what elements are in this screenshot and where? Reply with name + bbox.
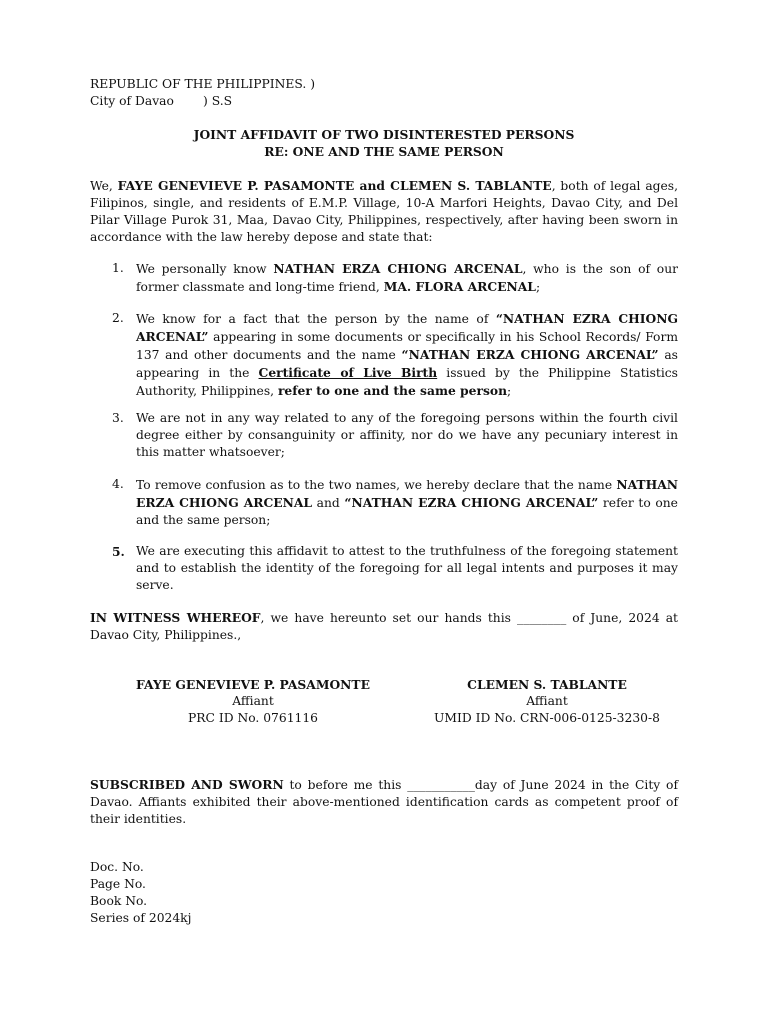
book-no-label: Book No. (90, 894, 148, 908)
document-title: JOINT AFFIDAVIT OF TWO DISINTERESTED PERSONS (193, 127, 575, 142)
venue-line-1: REPUBLIC OF THE PHILIPPINES. ) (90, 77, 315, 91)
list-item: 3. We are not in any way related to any of the foregoing persons within the fourth civil degree either by consanguinity or affinity, nor do we have any pecuniary interest in this matter whatsoever; (112, 411, 678, 459)
affiant-name: CLEMEN S. TABLANTE (467, 677, 627, 692)
page-no-label: Page No. (90, 877, 146, 891)
affiant-signature-block-1 (103, 676, 403, 727)
doc-no-label: Doc. No. (90, 860, 144, 874)
list-item: 5. We are executing this affidavit to attest to the truthfulness of the foregoing statement and to establish the identity of the foregoing for all legal intents and purposes it may serve. (112, 544, 678, 592)
list-item: 2. We know for a fact that the person by the name of “NATHAN EZRA CHIONG ARCENAL” appearing in some documents or specifically in his School Records/ Form 137 and other documents and the name “NATHAN ERZA CHIONG ARCENAL” as appearing in the Certificate of Live Birth issued by the Philippine Statistics Authority, Philippines, refer to one and the same person; (112, 311, 679, 398)
document-subtitle: RE: ONE AND THE SAME PERSON (264, 144, 504, 159)
list-item: 4. To remove confusion as to the two names, we hereby declare that the name NATHAN ERZA CHIONG ARCENAL and “NATHAN EZRA CHIONG ARCENAL” refer to one and the same person; (112, 477, 678, 527)
series-label: Series of 2024kj (90, 911, 192, 925)
witness-paragraph: IN WITNESS WHEREOF, we have hereunto set our hands this ________ of June, 2024 at Davao City, Philippines., (90, 610, 678, 642)
list-item: 1. We personally know NATHAN ERZA CHIONG ARCENAL, who is the son of our former classmate and long-time friend, MA. FLORA ARCENAL; (112, 261, 678, 294)
affiant-role: Affiant (526, 694, 568, 708)
venue-line-2: City of Davao ) S.S (90, 94, 233, 108)
notarial-register (90, 859, 191, 927)
affiant-signature-block-2 (397, 676, 697, 727)
intro-paragraph: We, FAYE GENEVIEVE P. PASAMONTE and CLEMEN S. TABLANTE, both of legal ages, Filipinos, single, and residents of E.M.P. Village, 10-A Marfori Heights, Davao City, and Del Pilar Village Purok 31, Maa, Davao City, Philippines, respectively, after having been sworn in accordance with the law hereby depose and state that: (90, 178, 679, 244)
certificate-reference: Certificate of Live Birth (258, 365, 438, 380)
affiant-id: UMID ID No. CRN-006-0125-3230-8 (434, 711, 660, 725)
affiant-id: PRC ID No. 0761116 (187, 711, 318, 725)
affiant-role: Affiant (232, 694, 274, 708)
affiant-name: FAYE GENEVIEVE P. PASAMONTE (136, 677, 370, 692)
jurat-paragraph: SUBSCRIBED AND SWORN to before me this ___________day of June 2024 in the City of Davao. Affiants exhibited their above-mentioned identification cards as competent proof of their identities. (90, 777, 678, 826)
